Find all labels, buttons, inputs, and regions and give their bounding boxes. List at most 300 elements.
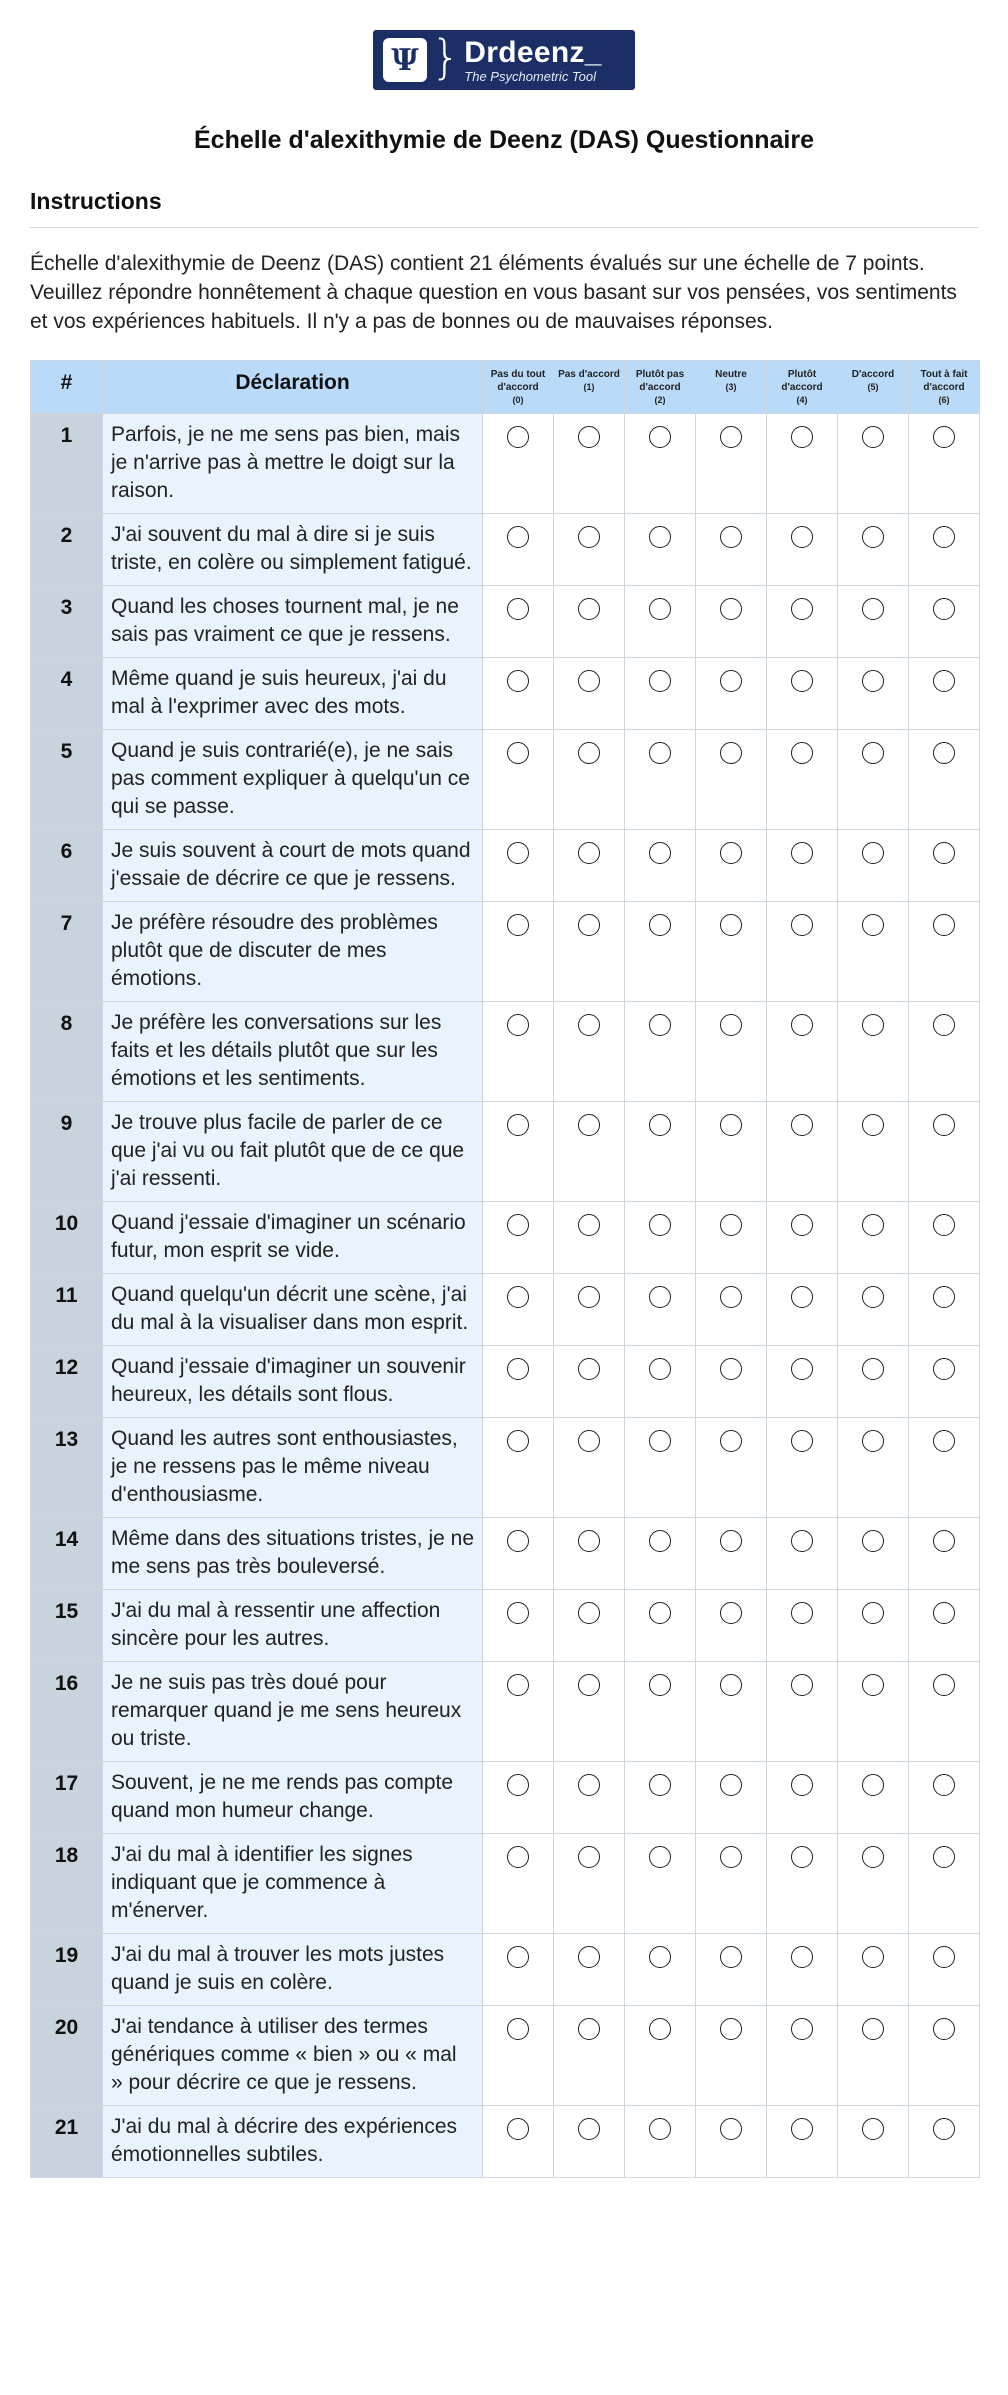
option-cell: [838, 1274, 909, 1346]
header-option-4: [767, 361, 838, 414]
answer-radio-4[interactable]: [791, 1214, 813, 1236]
option-cell: [483, 902, 554, 1002]
answer-radio-1[interactable]: [578, 598, 600, 620]
option-label: Neutre: [715, 369, 747, 380]
option-cell: [625, 830, 696, 902]
option-cell: [625, 1834, 696, 1934]
answer-radio-3[interactable]: [720, 2118, 742, 2140]
option-cell: [696, 730, 767, 830]
answer-radio-5[interactable]: [862, 1774, 884, 1796]
option-cell: [909, 1518, 980, 1590]
answer-radio-5[interactable]: [862, 1946, 884, 1968]
answer-radio-2[interactable]: [649, 914, 671, 936]
answer-radio-2[interactable]: [649, 1946, 671, 1968]
answer-radio-0[interactable]: [507, 1530, 529, 1552]
header-option-5: [838, 361, 909, 414]
question-number: 19: [31, 1934, 103, 2006]
answer-radio-6[interactable]: [933, 1114, 955, 1136]
answer-radio-4[interactable]: [791, 742, 813, 764]
answer-radio-5[interactable]: [862, 2118, 884, 2140]
answer-radio-0[interactable]: [507, 1674, 529, 1696]
answer-radio-6[interactable]: [933, 426, 955, 448]
option-code: (4): [796, 395, 808, 405]
option-cell: [767, 1274, 838, 1346]
answer-radio-5[interactable]: [862, 1602, 884, 1624]
answer-radio-0[interactable]: [507, 598, 529, 620]
answer-radio-3[interactable]: [720, 426, 742, 448]
option-cell: [909, 1274, 980, 1346]
option-cell: [696, 2006, 767, 2106]
answer-radio-6[interactable]: [933, 670, 955, 692]
answer-radio-5[interactable]: [862, 526, 884, 548]
option-cell: [554, 1762, 625, 1834]
answer-radio-2[interactable]: [649, 1846, 671, 1868]
option-cell: [625, 414, 696, 514]
answer-radio-5[interactable]: [862, 670, 884, 692]
option-cell: [696, 902, 767, 1002]
option-cell: [838, 1662, 909, 1762]
answer-radio-5[interactable]: [862, 2018, 884, 2040]
header-option-1: [554, 361, 625, 414]
option-cell: [696, 1590, 767, 1662]
answer-radio-0[interactable]: [507, 2018, 529, 2040]
option-cell: [625, 586, 696, 658]
answer-radio-1[interactable]: [578, 670, 600, 692]
answer-radio-3[interactable]: [720, 1430, 742, 1452]
option-cell: [696, 1834, 767, 1934]
answer-radio-6[interactable]: [933, 2018, 955, 2040]
answer-radio-1[interactable]: [578, 914, 600, 936]
question-statement: J'ai du mal à identifier les signes indiquant que je commence à m'énerver.: [103, 1834, 483, 1934]
answer-radio-1[interactable]: [578, 1286, 600, 1308]
table-row: [31, 414, 980, 514]
option-cell: [909, 1662, 980, 1762]
answer-radio-5[interactable]: [862, 914, 884, 936]
answer-radio-1[interactable]: [578, 1774, 600, 1796]
option-cell: [909, 1762, 980, 1834]
option-cell: [554, 1518, 625, 1590]
option-cell: [838, 514, 909, 586]
option-cell: [483, 830, 554, 902]
option-cell: [767, 514, 838, 586]
answer-radio-2[interactable]: [649, 1774, 671, 1796]
option-cell: [767, 1102, 838, 1202]
option-cell: [767, 1418, 838, 1518]
option-cell: [767, 2106, 838, 2178]
answer-radio-4[interactable]: [791, 426, 813, 448]
question-statement: Même quand je suis heureux, j'ai du mal à l'exprimer avec des mots.: [103, 658, 483, 730]
question-statement: Quand les choses tournent mal, je ne sais pas vraiment ce que je ressens.: [103, 586, 483, 658]
answer-radio-2[interactable]: [649, 1286, 671, 1308]
option-cell: [696, 1418, 767, 1518]
answer-radio-4[interactable]: [791, 1286, 813, 1308]
answer-radio-6[interactable]: [933, 1530, 955, 1552]
option-cell: [483, 658, 554, 730]
table-row: [31, 586, 980, 658]
answer-radio-0[interactable]: [507, 1846, 529, 1868]
answer-radio-6[interactable]: [933, 2118, 955, 2140]
option-cell: [909, 730, 980, 830]
table-row: [31, 730, 980, 830]
answer-radio-6[interactable]: [933, 1286, 955, 1308]
brand-name: Drdeenz_: [464, 35, 602, 69]
answer-radio-6[interactable]: [933, 1674, 955, 1696]
option-cell: [625, 658, 696, 730]
option-cell: [554, 1102, 625, 1202]
option-cell: [909, 2106, 980, 2178]
option-cell: [696, 1934, 767, 2006]
answer-radio-0[interactable]: [507, 1286, 529, 1308]
option-cell: [838, 1590, 909, 1662]
answer-radio-2[interactable]: [649, 1530, 671, 1552]
option-cell: [767, 830, 838, 902]
answer-radio-1[interactable]: [578, 1430, 600, 1452]
option-cell: [696, 1002, 767, 1102]
answer-radio-3[interactable]: [720, 1214, 742, 1236]
answer-radio-6[interactable]: [933, 1014, 955, 1036]
option-cell: [554, 1202, 625, 1274]
answer-radio-0[interactable]: [507, 842, 529, 864]
answer-radio-3[interactable]: [720, 670, 742, 692]
option-code: (3): [725, 382, 737, 392]
answer-radio-1[interactable]: [578, 1946, 600, 1968]
question-statement: J'ai du mal à ressentir une affection sincère pour les autres.: [103, 1590, 483, 1662]
option-label: Tout à fait d'accord: [920, 369, 968, 393]
answer-radio-1[interactable]: [578, 1530, 600, 1552]
answer-radio-6[interactable]: [933, 598, 955, 620]
option-code: (1): [583, 382, 595, 392]
option-cell: [909, 514, 980, 586]
answer-radio-1[interactable]: [578, 2118, 600, 2140]
answer-radio-2[interactable]: [649, 742, 671, 764]
question-number: 10: [31, 1202, 103, 1274]
option-cell: [554, 830, 625, 902]
question-statement: Je trouve plus facile de parler de ce que j'ai vu ou fait plutôt que de ce que j'ai ressenti.: [103, 1102, 483, 1202]
answer-radio-0[interactable]: [507, 1114, 529, 1136]
option-cell: [909, 1590, 980, 1662]
header-option-6: [909, 361, 980, 414]
option-cell: [767, 1346, 838, 1418]
logo-container: [30, 30, 978, 90]
answer-radio-6[interactable]: [933, 526, 955, 548]
answer-radio-4[interactable]: [791, 670, 813, 692]
question-number: 8: [31, 1002, 103, 1102]
option-cell: [767, 414, 838, 514]
answer-radio-4[interactable]: [791, 1014, 813, 1036]
answer-radio-3[interactable]: [720, 1358, 742, 1380]
answer-radio-5[interactable]: [862, 1214, 884, 1236]
answer-radio-6[interactable]: [933, 1214, 955, 1236]
answer-radio-1[interactable]: [578, 842, 600, 864]
option-cell: [554, 2106, 625, 2178]
answer-radio-4[interactable]: [791, 1674, 813, 1696]
table-row: [31, 830, 980, 902]
answer-radio-3[interactable]: [720, 1286, 742, 1308]
answer-radio-3[interactable]: [720, 742, 742, 764]
answer-radio-2[interactable]: [649, 598, 671, 620]
answer-radio-0[interactable]: [507, 1946, 529, 1968]
answer-radio-5[interactable]: [862, 842, 884, 864]
answer-radio-0[interactable]: [507, 670, 529, 692]
option-cell: [767, 902, 838, 1002]
option-cell: [767, 1002, 838, 1102]
answer-radio-0[interactable]: [507, 526, 529, 548]
option-cell: [696, 830, 767, 902]
question-statement: Je suis souvent à court de mots quand j'essaie de décrire ce que je ressens.: [103, 830, 483, 902]
answer-radio-4[interactable]: [791, 2118, 813, 2140]
answer-radio-4[interactable]: [791, 1946, 813, 1968]
answer-radio-0[interactable]: [507, 1430, 529, 1452]
answer-radio-5[interactable]: [862, 1286, 884, 1308]
header-option-2: [625, 361, 696, 414]
answer-radio-5[interactable]: [862, 1530, 884, 1552]
option-cell: [838, 1762, 909, 1834]
answer-radio-0[interactable]: [507, 1602, 529, 1624]
answer-radio-4[interactable]: [791, 1774, 813, 1796]
option-code: (5): [867, 382, 879, 392]
option-cell: [767, 1834, 838, 1934]
option-cell: [625, 1418, 696, 1518]
question-statement: Souvent, je ne me rends pas compte quand mon humeur change.: [103, 1762, 483, 1834]
question-number: 6: [31, 830, 103, 902]
answer-radio-3[interactable]: [720, 914, 742, 936]
answer-radio-0[interactable]: [507, 1014, 529, 1036]
option-cell: [838, 414, 909, 514]
answer-radio-3[interactable]: [720, 2018, 742, 2040]
brand-logo: [373, 30, 635, 90]
answer-radio-2[interactable]: [649, 2018, 671, 2040]
answer-radio-3[interactable]: [720, 1946, 742, 1968]
answer-radio-0[interactable]: [507, 1214, 529, 1236]
table-row: [31, 1002, 980, 1102]
answer-radio-5[interactable]: [862, 598, 884, 620]
answer-radio-1[interactable]: [578, 1014, 600, 1036]
option-cell: [483, 2006, 554, 2106]
answer-radio-0[interactable]: [507, 426, 529, 448]
option-cell: [909, 830, 980, 902]
option-cell: [483, 2106, 554, 2178]
option-cell: [696, 514, 767, 586]
option-cell: [625, 1590, 696, 1662]
option-cell: [483, 1518, 554, 1590]
answer-radio-4[interactable]: [791, 914, 813, 936]
answer-radio-2[interactable]: [649, 670, 671, 692]
table-row: [31, 2106, 980, 2178]
option-cell: [909, 1002, 980, 1102]
answer-radio-2[interactable]: [649, 2118, 671, 2140]
option-cell: [909, 1102, 980, 1202]
option-cell: [696, 1518, 767, 1590]
option-cell: [909, 658, 980, 730]
answer-radio-0[interactable]: [507, 1774, 529, 1796]
question-number: 17: [31, 1762, 103, 1834]
option-cell: [838, 2006, 909, 2106]
answer-radio-3[interactable]: [720, 1602, 742, 1624]
answer-radio-5[interactable]: [862, 426, 884, 448]
option-cell: [625, 1102, 696, 1202]
answer-radio-5[interactable]: [862, 742, 884, 764]
answer-radio-1[interactable]: [578, 526, 600, 548]
option-cell: [696, 414, 767, 514]
option-cell: [909, 1346, 980, 1418]
answer-radio-6[interactable]: [933, 1602, 955, 1624]
answer-radio-3[interactable]: [720, 1530, 742, 1552]
answer-radio-5[interactable]: [862, 1846, 884, 1868]
option-cell: [554, 1346, 625, 1418]
question-number: 9: [31, 1102, 103, 1202]
page-title: Échelle d'alexithymie de Deenz (DAS) Questionnaire: [193, 126, 814, 154]
answer-radio-0[interactable]: [507, 1358, 529, 1380]
answer-radio-5[interactable]: [862, 1114, 884, 1136]
answer-radio-4[interactable]: [791, 1114, 813, 1136]
table-row: [31, 1418, 980, 1518]
table-row: [31, 1274, 980, 1346]
option-cell: [554, 1934, 625, 2006]
option-cell: [696, 1202, 767, 1274]
answer-radio-1[interactable]: [578, 1114, 600, 1136]
option-cell: [909, 586, 980, 658]
answer-radio-2[interactable]: [649, 842, 671, 864]
answer-radio-2[interactable]: [649, 1214, 671, 1236]
question-number: 14: [31, 1518, 103, 1590]
answer-radio-1[interactable]: [578, 1358, 600, 1380]
answer-radio-2[interactable]: [649, 426, 671, 448]
answer-radio-5[interactable]: [862, 1358, 884, 1380]
header-number: #: [31, 361, 103, 414]
answer-radio-2[interactable]: [649, 1602, 671, 1624]
option-cell: [696, 2106, 767, 2178]
option-label: Plutôt d'accord: [781, 369, 823, 393]
table-row: [31, 1590, 980, 1662]
answer-radio-6[interactable]: [933, 914, 955, 936]
option-cell: [483, 1274, 554, 1346]
question-number: 7: [31, 902, 103, 1002]
answer-radio-2[interactable]: [649, 1358, 671, 1380]
answer-radio-1[interactable]: [578, 426, 600, 448]
option-code: (2): [654, 395, 666, 405]
answer-radio-1[interactable]: [578, 2018, 600, 2040]
answer-radio-4[interactable]: [791, 2018, 813, 2040]
question-statement: Je préfère résoudre des problèmes plutôt que de discuter de mes émotions.: [103, 902, 483, 1002]
option-cell: [554, 1834, 625, 1934]
answer-radio-1[interactable]: [578, 1602, 600, 1624]
answer-radio-6[interactable]: [933, 1946, 955, 1968]
answer-radio-3[interactable]: [720, 1674, 742, 1696]
question-statement: J'ai souvent du mal à dire si je suis triste, en colère ou simplement fatigué.: [103, 514, 483, 586]
option-label: Plutôt pas d'accord: [635, 369, 685, 393]
table-row: [31, 1762, 980, 1834]
answer-radio-3[interactable]: [720, 598, 742, 620]
answer-radio-3[interactable]: [720, 1014, 742, 1036]
question-number: 12: [31, 1346, 103, 1418]
question-statement: Quand je suis contrarié(e), je ne sais pas comment expliquer à quelqu'un ce qui se passe.: [103, 730, 483, 830]
answer-radio-0[interactable]: [507, 2118, 529, 2140]
answer-radio-3[interactable]: [720, 526, 742, 548]
question-statement: J'ai du mal à trouver les mots justes quand je suis en colère.: [103, 1934, 483, 2006]
option-code: (0): [512, 395, 524, 405]
answer-radio-5[interactable]: [862, 1674, 884, 1696]
question-number: 4: [31, 658, 103, 730]
answer-radio-0[interactable]: [507, 742, 529, 764]
option-cell: [838, 586, 909, 658]
option-cell: [838, 730, 909, 830]
answer-radio-3[interactable]: [720, 842, 742, 864]
option-cell: [767, 658, 838, 730]
option-cell: [909, 1934, 980, 2006]
option-cell: [625, 2006, 696, 2106]
answer-radio-2[interactable]: [649, 1014, 671, 1036]
answer-radio-6[interactable]: [933, 842, 955, 864]
option-cell: [625, 1762, 696, 1834]
answer-radio-5[interactable]: [862, 1430, 884, 1452]
option-code: (6): [938, 395, 950, 405]
question-number: 11: [31, 1274, 103, 1346]
answer-radio-1[interactable]: [578, 742, 600, 764]
answer-radio-2[interactable]: [649, 526, 671, 548]
option-cell: [696, 1346, 767, 1418]
option-cell: [909, 2006, 980, 2106]
answer-radio-1[interactable]: [578, 1846, 600, 1868]
option-cell: [625, 1346, 696, 1418]
answer-radio-3[interactable]: [720, 1774, 742, 1796]
option-cell: [625, 1274, 696, 1346]
option-cell: [838, 1934, 909, 2006]
brace-icon: }: [431, 30, 461, 84]
option-cell: [483, 1202, 554, 1274]
option-cell: [554, 1274, 625, 1346]
answer-radio-6[interactable]: [933, 1358, 955, 1380]
answer-radio-4[interactable]: [791, 1846, 813, 1868]
question-number: 13: [31, 1418, 103, 1518]
answer-radio-6[interactable]: [933, 1430, 955, 1452]
answer-radio-4[interactable]: [791, 1602, 813, 1624]
answer-radio-4[interactable]: [791, 598, 813, 620]
answer-radio-5[interactable]: [862, 1014, 884, 1036]
question-number: 1: [31, 414, 103, 514]
brand-text: [464, 35, 602, 84]
option-cell: [838, 658, 909, 730]
option-cell: [483, 1002, 554, 1102]
option-cell: [767, 586, 838, 658]
answer-radio-1[interactable]: [578, 1214, 600, 1236]
option-cell: [838, 830, 909, 902]
answer-radio-4[interactable]: [791, 526, 813, 548]
answer-radio-2[interactable]: [649, 1430, 671, 1452]
answer-radio-3[interactable]: [720, 1114, 742, 1136]
question-number: 21: [31, 2106, 103, 2178]
option-cell: [554, 2006, 625, 2106]
option-cell: [554, 1662, 625, 1762]
answer-radio-4[interactable]: [791, 1530, 813, 1552]
table-row: [31, 2006, 980, 2106]
option-cell: [483, 414, 554, 514]
answer-radio-2[interactable]: [649, 1114, 671, 1136]
answer-radio-6[interactable]: [933, 742, 955, 764]
answer-radio-4[interactable]: [791, 1358, 813, 1380]
question-number: 18: [31, 1834, 103, 1934]
answer-radio-3[interactable]: [720, 1846, 742, 1868]
answer-radio-4[interactable]: [791, 1430, 813, 1452]
instructions-heading: Instructions: [30, 188, 978, 228]
answer-radio-6[interactable]: [933, 1774, 955, 1796]
answer-radio-2[interactable]: [649, 1674, 671, 1696]
option-cell: [554, 514, 625, 586]
answer-radio-1[interactable]: [578, 1674, 600, 1696]
question-number: 2: [31, 514, 103, 586]
answer-radio-6[interactable]: [933, 1846, 955, 1868]
answer-radio-4[interactable]: [791, 842, 813, 864]
answer-radio-0[interactable]: [507, 914, 529, 936]
